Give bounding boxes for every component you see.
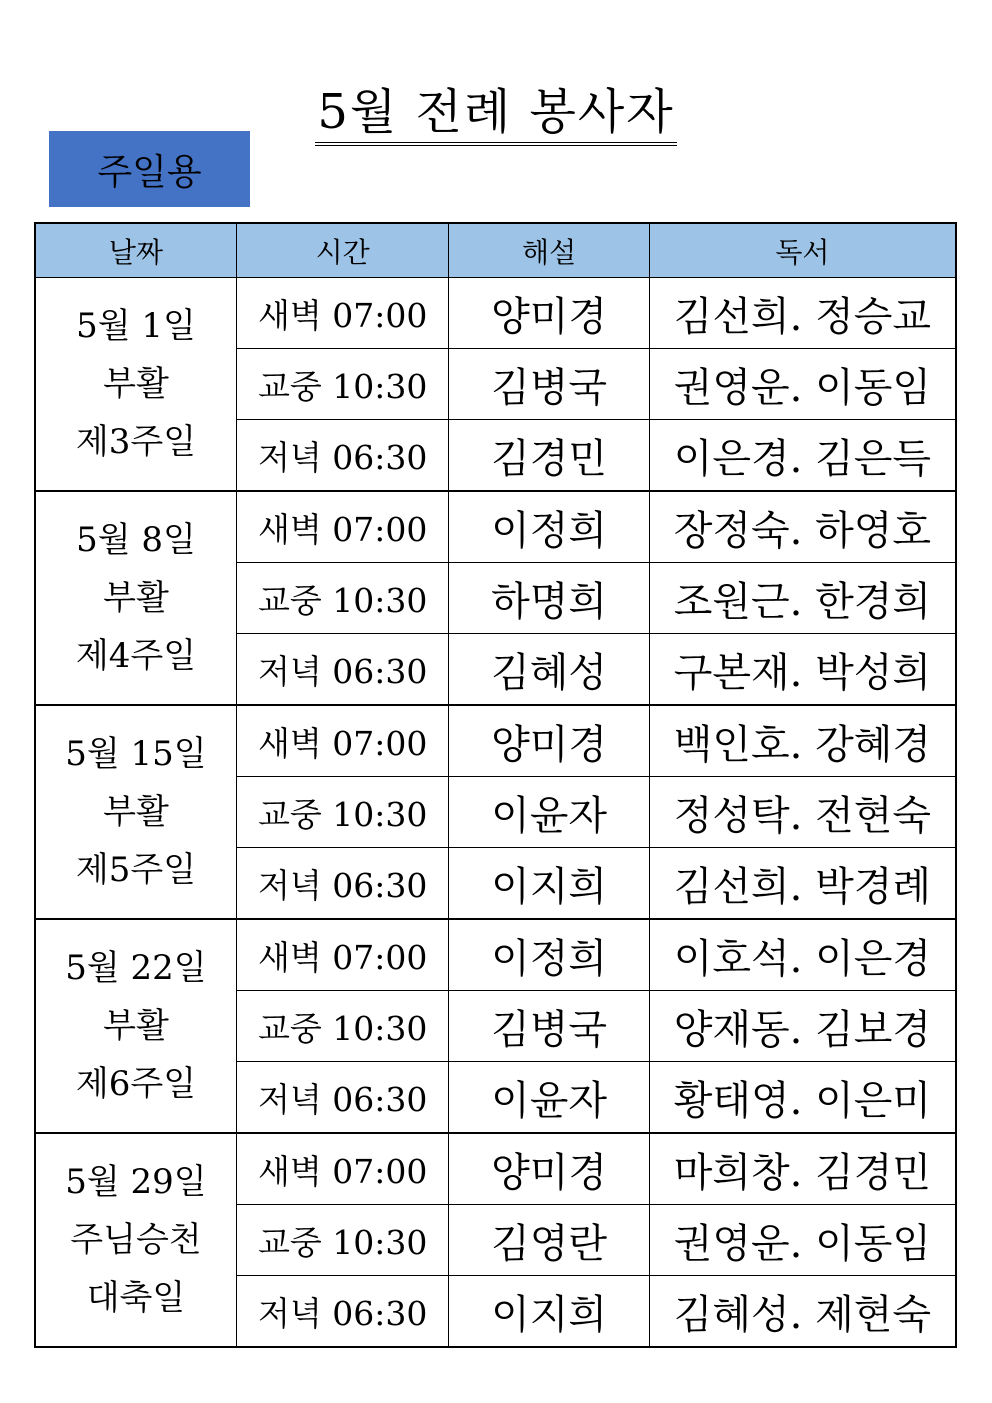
commentator-cell: 이정희 [449, 491, 649, 563]
commentator-cell: 양미경 [449, 705, 649, 777]
table-row [35, 705, 956, 777]
readers-cell: 김혜성. 제현숙 [649, 1276, 956, 1348]
date-cell [35, 491, 236, 705]
date-line: 제4주일 [75, 636, 197, 676]
table-body [35, 278, 956, 1348]
date-cell [35, 1133, 236, 1347]
readers-cell: 조원근. 한경희 [649, 563, 956, 634]
header-date: 날짜 [35, 223, 236, 278]
readers-cell: 황태영. 이은미 [649, 1062, 956, 1134]
date-line: 5월 1일 [76, 306, 196, 346]
readers-cell: 이호석. 이은경 [649, 919, 956, 991]
commentator-cell: 김혜성 [449, 634, 649, 706]
time-cell: 교중 10:30 [236, 563, 448, 634]
table-row [35, 1133, 956, 1205]
table-row [35, 491, 956, 563]
readers-cell: 김선희. 정승교 [649, 278, 956, 349]
date-line: 주님승천 [70, 1220, 202, 1260]
date-line: 부활 [103, 578, 169, 618]
date-line: 제5주일 [75, 850, 197, 890]
readers-cell: 이은경. 김은득 [649, 420, 956, 492]
date-cell [35, 278, 236, 492]
date-line: 5월 22일 [65, 948, 207, 988]
time-cell: 교중 10:30 [236, 349, 448, 420]
time-cell: 교중 10:30 [236, 777, 448, 848]
commentator-cell: 이정희 [449, 919, 649, 991]
commentator-cell: 김병국 [449, 991, 649, 1062]
commentator-cell: 김경민 [449, 420, 649, 492]
readers-cell: 백인호. 강혜경 [649, 705, 956, 777]
readers-cell: 양재동. 김보경 [649, 991, 956, 1062]
time-cell: 새벽 07:00 [236, 1133, 448, 1205]
commentator-cell: 김병국 [449, 349, 649, 420]
date-cell [35, 705, 236, 919]
time-cell: 저녁 06:30 [236, 420, 448, 492]
date-line: 부활 [103, 792, 169, 832]
table-row [35, 278, 956, 349]
date-line: 5월 8일 [76, 520, 196, 560]
date-line: 5월 15일 [65, 734, 207, 774]
time-cell: 저녁 06:30 [236, 848, 448, 920]
commentator-cell: 하명희 [449, 563, 649, 634]
date-line: 제6주일 [75, 1064, 197, 1104]
readers-cell: 장정숙. 하영호 [649, 491, 956, 563]
time-cell: 새벽 07:00 [236, 705, 448, 777]
readers-cell: 구본재. 박성희 [649, 634, 956, 706]
commentator-cell: 이윤자 [449, 777, 649, 848]
time-cell: 교중 10:30 [236, 991, 448, 1062]
commentator-cell: 이윤자 [449, 1062, 649, 1134]
commentator-cell: 양미경 [449, 278, 649, 349]
header-time: 시간 [236, 223, 448, 278]
readers-cell: 마희창. 김경민 [649, 1133, 956, 1205]
table-header-row [35, 223, 956, 278]
date-line: 5월 29일 [65, 1162, 207, 1202]
time-cell: 저녁 06:30 [236, 1276, 448, 1348]
date-line: 대축일 [86, 1278, 186, 1318]
time-cell: 저녁 06:30 [236, 1062, 448, 1134]
schedule-table [34, 222, 957, 1348]
commentator-cell: 김영란 [449, 1205, 649, 1276]
readers-cell: 권영운. 이동임 [649, 349, 956, 420]
time-cell: 새벽 07:00 [236, 491, 448, 563]
sunday-badge: 주일용 [49, 131, 250, 207]
date-line: 부활 [103, 364, 169, 404]
time-cell: 저녁 06:30 [236, 634, 448, 706]
time-cell: 새벽 07:00 [236, 278, 448, 349]
time-cell: 새벽 07:00 [236, 919, 448, 991]
date-line: 부활 [103, 1006, 169, 1046]
commentator-cell: 이지희 [449, 1276, 649, 1348]
table-row [35, 919, 956, 991]
date-cell [35, 919, 236, 1133]
date-line: 제3주일 [75, 422, 197, 462]
time-cell: 교중 10:30 [236, 1205, 448, 1276]
readers-cell: 정성탁. 전현숙 [649, 777, 956, 848]
readers-cell: 권영운. 이동임 [649, 1205, 956, 1276]
commentator-cell: 양미경 [449, 1133, 649, 1205]
commentator-cell: 이지희 [449, 848, 649, 920]
header-readers: 독서 [649, 223, 956, 278]
header-commentator: 해설 [449, 223, 649, 278]
page-title: 5월 전례 봉사자 [315, 82, 676, 146]
readers-cell: 김선희. 박경례 [649, 848, 956, 920]
